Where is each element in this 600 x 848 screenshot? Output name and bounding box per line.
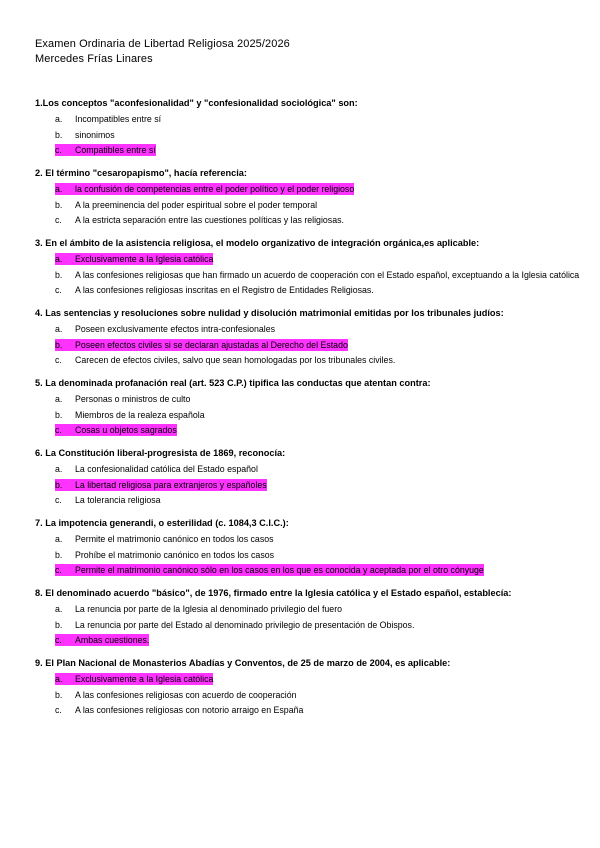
option-letter: b. (55, 199, 63, 210)
answer-option (35, 129, 580, 141)
option-letter: a. (55, 253, 75, 265)
option-letter: c. (55, 355, 62, 365)
option-text: Permite el matrimonio canónico sólo en los casos en los que es conocida y aceptada por el otro cónyuge (75, 565, 484, 575)
highlighted-answer-option (35, 144, 580, 156)
option-letter: b. (55, 619, 63, 630)
option-letter: a. (55, 534, 63, 544)
question-5 (35, 377, 580, 436)
question-list (35, 97, 580, 727)
option-letter: b. (55, 479, 75, 491)
option-text: Ambas cuestiones. (75, 635, 150, 645)
answer-option (35, 463, 580, 475)
option-text: La renuncia por parte de la Iglesia al denominado privilegio del fuero (75, 604, 343, 614)
option-letter: c. (55, 564, 75, 576)
answer-option (35, 533, 580, 545)
option-letter: c. (55, 285, 62, 295)
question-6 (35, 447, 580, 506)
option-text: La libertad religiosa para extranjeros y españoles (75, 479, 267, 490)
question-3 (35, 237, 580, 296)
highlighted-answer-option (35, 339, 580, 351)
answer-option (35, 199, 580, 211)
question-text: 6. La Constitución liberal-progresista de 1869, reconocía: (35, 448, 286, 458)
option-letter: c. (55, 424, 75, 436)
question-text: 8. El denominado acuerdo "básico", de 1976, firmado entre la Iglesia católica y el Estado español, establecía: (35, 588, 512, 598)
question-text: 5. La denominada profanación real (art. 523 C.P.) tipifica las conductas que atentan contra: (35, 378, 431, 388)
option-letter: a. (55, 114, 63, 124)
answer-option (35, 409, 580, 421)
option-text: A las confesiones religiosas con notorio arraigo en España (75, 705, 304, 715)
question-9 (35, 657, 580, 716)
option-text: A las confesiones religiosas que han firmado un acuerdo de cooperación con el Estado español, exceptuando a la Iglesia católica (75, 269, 580, 280)
answer-option (35, 354, 580, 366)
option-letter: a. (55, 183, 75, 195)
option-letter: b. (55, 269, 63, 280)
option-letter: c. (55, 495, 62, 505)
highlighted-answer-option (35, 253, 580, 265)
question-1 (35, 97, 580, 156)
option-letter: b. (55, 339, 75, 351)
answer-option (35, 619, 580, 631)
option-text: Miembros de la realeza española (75, 409, 205, 420)
highlighted-answer-option (35, 564, 580, 576)
answer-option (35, 269, 580, 281)
option-letter: a. (55, 604, 63, 614)
option-text: A las confesiones religiosas inscritas en el Registro de Entidades Religiosas. (75, 285, 374, 295)
option-text: A las confesiones religiosas con acuerdo de cooperación (75, 689, 297, 700)
highlighted-answer-option (35, 673, 580, 685)
option-text: Prohíbe el matrimonio canónico en todos los casos (75, 549, 275, 560)
option-text: La confesionalidad católica del Estado español (75, 464, 258, 474)
option-letter: a. (55, 394, 63, 404)
option-letter: c. (55, 705, 62, 715)
answer-option (35, 689, 580, 701)
option-letter: b. (55, 409, 63, 420)
answer-option (35, 284, 580, 296)
option-text: La tolerancia religiosa (75, 495, 161, 505)
option-text: Exclusivamente a la Iglesia católica (75, 254, 214, 264)
option-text: Permite el matrimonio canónico en todos los casos (75, 534, 274, 544)
question-text: 9. El Plan Nacional de Monasterios Abadías y Conventos, de 25 de marzo de 2004, es aplicable: (35, 658, 451, 668)
option-letter: a. (55, 464, 63, 474)
option-text: Exclusivamente a la Iglesia católica (75, 674, 214, 684)
question-text: 4. Las sentencias y resoluciones sobre nulidad y disolución matrimonial emitidas por los tribunales judíos: (35, 308, 504, 318)
option-letter: c. (55, 144, 75, 156)
option-text: sinonimos (75, 129, 115, 140)
option-text: Personas o ministros de culto (75, 394, 191, 404)
answer-option (35, 549, 580, 561)
highlighted-answer-option (35, 424, 580, 436)
question-4 (35, 307, 580, 366)
option-text: A la estricta separación entre las cuestiones políticas y las religiosas. (75, 215, 344, 225)
option-letter: c. (55, 215, 62, 225)
answer-option (35, 494, 580, 506)
option-text: A la preeminencia del poder espiritual sobre el poder temporal (75, 199, 318, 210)
option-letter: c. (55, 634, 75, 646)
exam-title: Examen Ordinaria de Libertad Religiosa 2025/2026 (35, 38, 290, 50)
author-name: Mercedes Frías Linares (35, 53, 153, 65)
highlighted-answer-option (35, 183, 580, 195)
option-text: Poseen efectos civiles si se declaran ajustadas al Derecho del Estado (75, 339, 348, 350)
question-text: 7. La impotencia generandi, o esterilidad (c. 1084,3 C.I.C.): (35, 518, 289, 528)
option-letter: a. (55, 673, 75, 685)
option-text: Compatibles entre sí (75, 145, 156, 155)
answer-option (35, 323, 580, 335)
option-text: Incompatibles entre sí (75, 114, 162, 124)
option-text: Poseen exclusivamente efectos intra-confesionales (75, 324, 275, 334)
answer-option (35, 704, 580, 716)
answer-option (35, 603, 580, 615)
answer-option (35, 393, 580, 405)
highlighted-answer-option (35, 634, 580, 646)
option-text: Carecen de efectos civiles, salvo que sean homologadas por los tribunales civiles. (75, 355, 396, 365)
highlighted-answer-option (35, 479, 580, 491)
option-letter: b. (55, 689, 63, 700)
option-text: La renuncia por parte del Estado al denominado privilegio de presentación de Obispos. (75, 619, 415, 630)
answer-option (35, 214, 580, 226)
option-letter: b. (55, 549, 63, 560)
question-7 (35, 517, 580, 576)
question-text: 1.Los conceptos "aconfesionalidad" y "confesionalidad sociológica" son: (35, 98, 358, 108)
answer-option (35, 113, 580, 125)
question-2 (35, 167, 580, 226)
question-text: 3. En el ámbito de la asistencia religiosa, el modelo organizativo de integración orgánica,es aplicable: (35, 238, 480, 248)
option-text: Cosas u objetos sagrados (75, 425, 177, 435)
option-letter: b. (55, 129, 63, 140)
question-text: 2. El término "cesaropapismo", hacía referencia: (35, 168, 247, 178)
question-8 (35, 587, 580, 646)
option-text: la confusión de competencias entre el poder político y el poder religioso (75, 184, 355, 194)
option-letter: a. (55, 324, 63, 334)
